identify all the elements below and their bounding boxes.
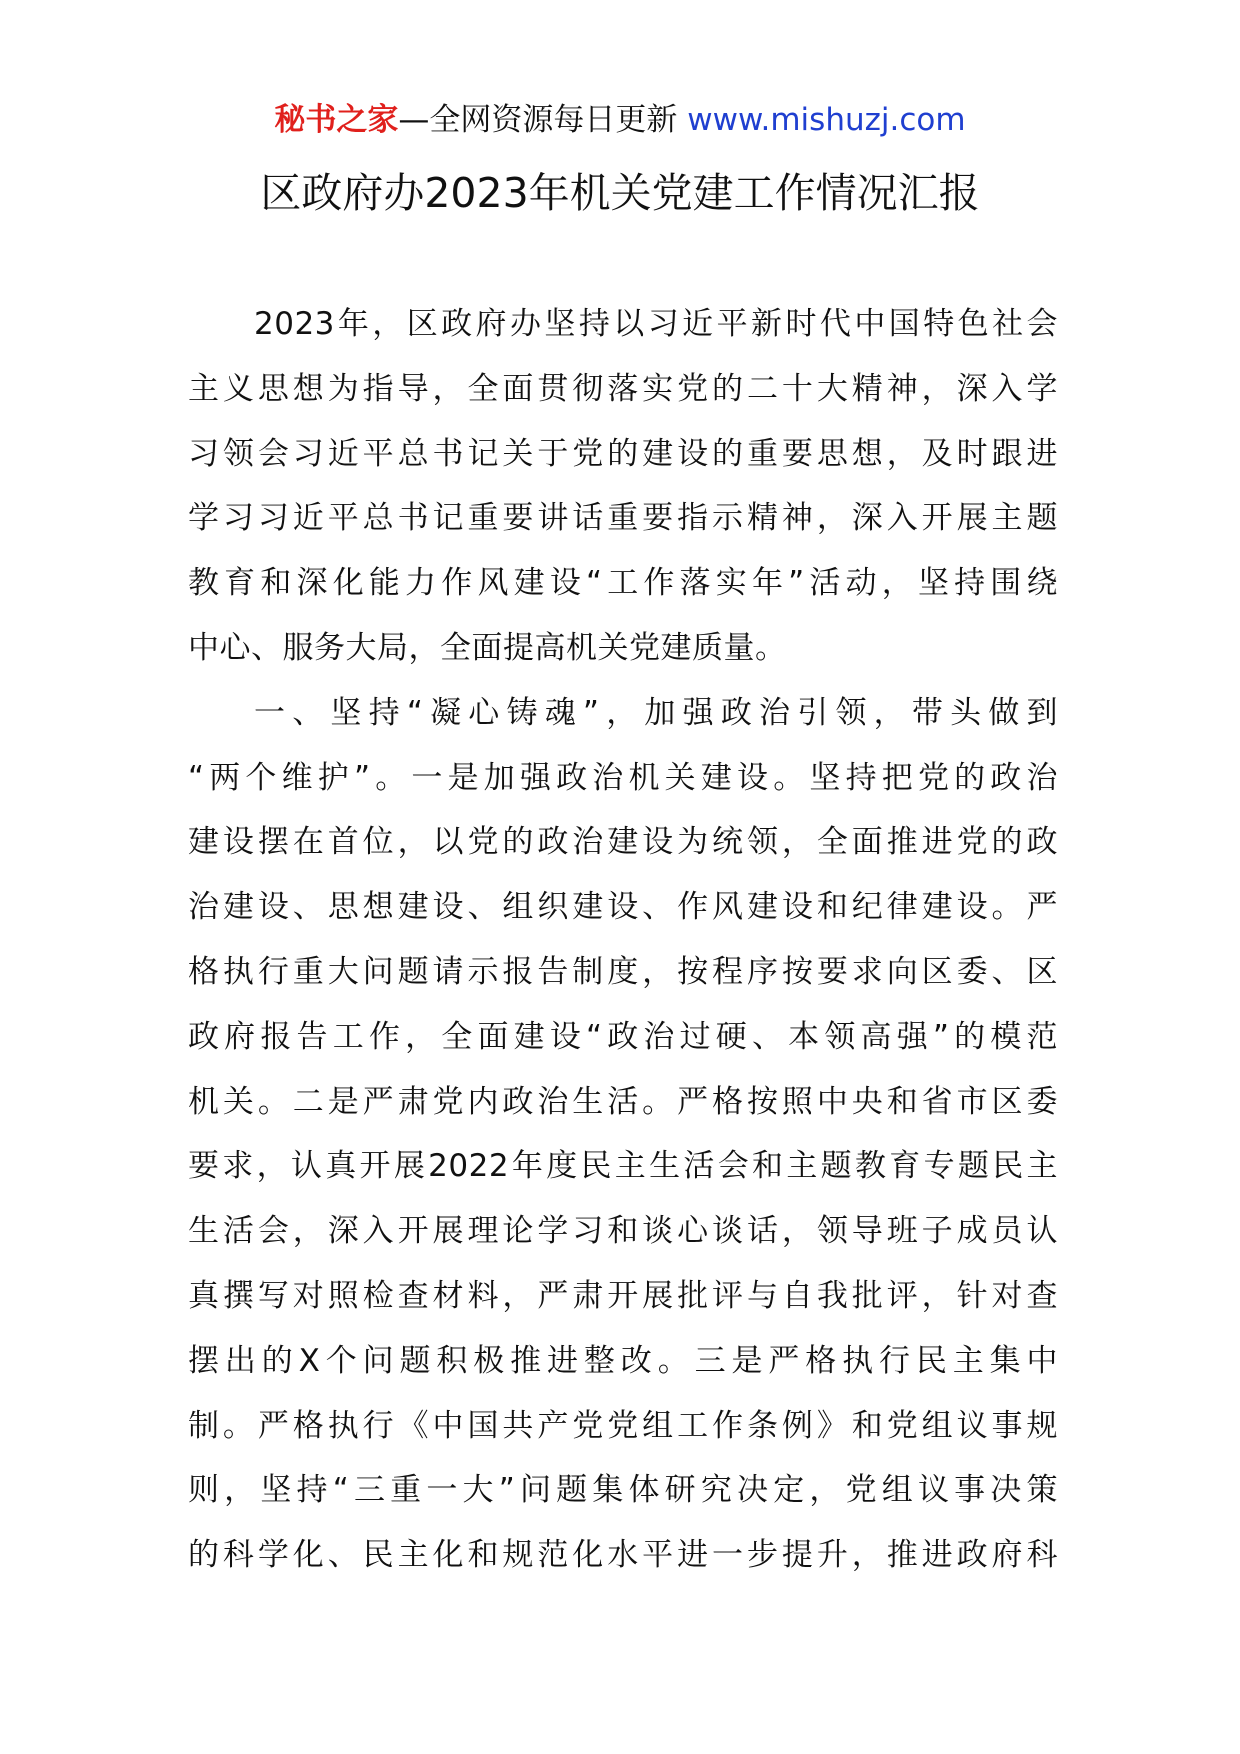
site-header	[0, 98, 1240, 142]
body-line: 摆出的X个问题积极推进整改。三是严格执行民主集中	[188, 1342, 1058, 1379]
body-line: 习领会习近平总书记关于党的建设的重要思想，及时跟进	[188, 435, 1058, 472]
body-line: 机关。二是严肃党内政治生活。严格按照中央和省市区委	[188, 1083, 1058, 1120]
body-line: 则，坚持“三重一大”问题集体研究决定，党组议事决策	[188, 1472, 1058, 1509]
document-title: 区政府办2023年机关党建工作情况汇报	[260, 169, 980, 217]
body-line: 制。严格执行《中国共产党党组工作条例》和党组议事规	[188, 1407, 1058, 1444]
body-line: 教育和深化能力作风建设“工作落实年”活动，坚持围绕	[188, 565, 1058, 602]
body-line: 一、坚持“凝心铸魂”，加强政治引领，带头做到	[254, 694, 1058, 731]
body-line: 治建设、思想建设、组织建设、作风建设和纪律建设。严	[188, 889, 1058, 926]
body-line: 格执行重大问题请示报告制度，按程序按要求向区委、区	[188, 953, 1058, 990]
body-line: “两个维护”。一是加强政治机关建设。坚持把党的政治	[188, 759, 1058, 796]
brand-name: 秘书之家	[274, 102, 399, 138]
body-line: 主义思想为指导，全面贯彻落实党的二十大精神，深入学	[188, 370, 1058, 407]
body-line: 真撰写对照检查材料，严肃开展批评与自我批评，针对查	[188, 1277, 1058, 1314]
body-line: 学习习近平总书记重要讲话重要指示精神，深入开展主题	[188, 500, 1058, 537]
body-line: 中心、服务大局，全面提高机关党建质量。	[188, 629, 787, 666]
body-line: 政府报告工作，全面建设“政治过硬、本领高强”的模范	[188, 1018, 1058, 1055]
body-line: 要求，认真开展2022年度民主生活会和主题教育专题民主	[188, 1148, 1058, 1185]
body-line: 建设摆在首位，以党的政治建设为统领，全面推进党的政	[188, 824, 1058, 861]
site-url-link[interactable]: www.mishuzj.com	[687, 102, 966, 138]
document-body	[188, 292, 1058, 1588]
body-line: 生活会，深入开展理论学习和谈心谈话，领导班子成员认	[188, 1213, 1058, 1250]
body-line: 2023年，区政府办坚持以习近平新时代中国特色社会	[254, 306, 1058, 342]
body-line: 的科学化、民主化和规范化水平进一步提升，推进政府科	[188, 1537, 1058, 1574]
header-tagline: —全网资源每日更新	[398, 102, 678, 138]
